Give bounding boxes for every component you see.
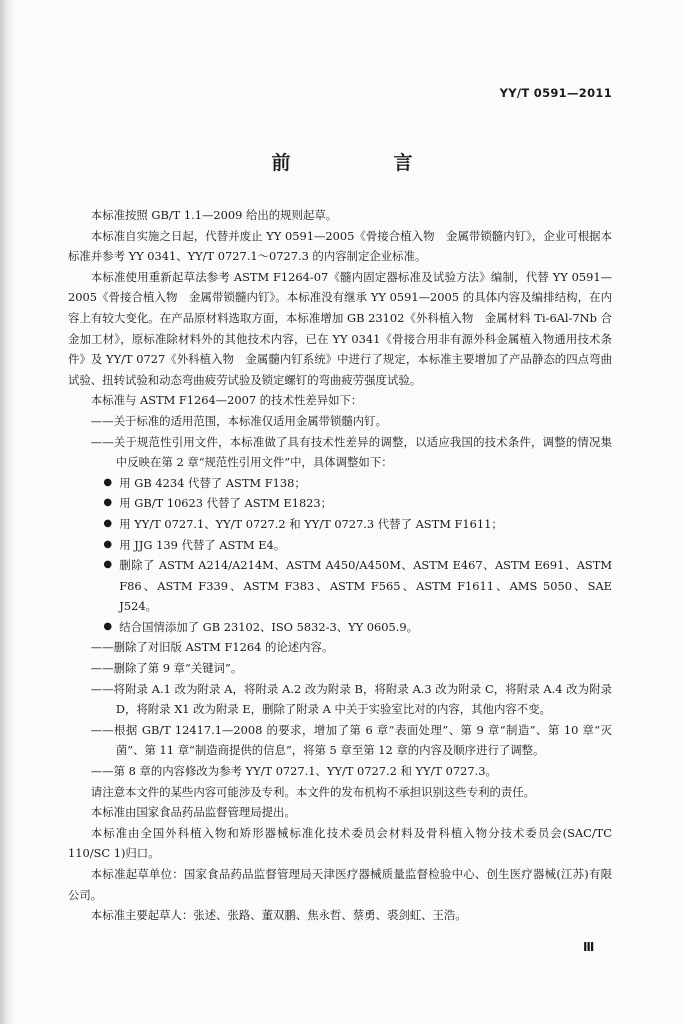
dash-item: ——根据 GB/T 12417.1—2008 的要求，增加了第 6 章“表面处理”、第 9 章“制造”、第 10 章“灭菌”、第 11 章“制造商提供的信息”，将第 5 章至第 12 章的内容及顺序进行了调整。	[90, 722, 612, 758]
dash-item: ——第 8 章的内容修改为参考 YY/T 0727.1、YY/T 0727.2 和 YY/T 0727.3。	[90, 764, 497, 779]
standard-number: YY/T 0591—2011	[499, 86, 612, 100]
foreword-body	[68, 205, 612, 926]
bullet-icon: ●	[103, 476, 113, 488]
list-item	[103, 555, 612, 617]
list-item	[103, 514, 612, 535]
list-item-text: 结合国情添加了 GB 23102、ISO 5832-3、YY 0605.9。	[119, 619, 418, 634]
dash-item: ——删除了对旧版 ASTM F1264 的论述内容。	[90, 640, 334, 655]
dash-item: ——关于规范性引用文件，本标准做了具有技术性差异的调整，以适应我国的技术条件，调整的情况集中反映在第 2 章“规范性引用文件”中，具体调整如下：	[90, 434, 612, 470]
bullet-icon: ●	[103, 497, 113, 509]
list-item	[103, 473, 612, 494]
dash-item: ——关于标准的适用范围，本标准仅适用金属带锁髓内钉。	[90, 413, 387, 428]
list-item-text: 用 JJG 139 代替了 ASTM E4。	[119, 537, 286, 552]
dash-item: ——删除了第 9 章“关键词”。	[90, 661, 243, 676]
list-item-text: 用 GB/T 10623 代替了 ASTM E1823；	[119, 496, 333, 511]
list-item-text: 用 YY/T 0727.1、YY/T 0727.2 和 YY/T 0727.3 代替了 ASTM F1611；	[119, 516, 503, 531]
bullet-icon: ●	[103, 517, 113, 529]
paragraph: 本标准自实施之日起，代替并废止 YY 0591—2005《骨接合植入物 金属带锁髓内钉》，企业可根据本标准并参考 YY 0341、YY/T 0727.1～0727.3 的内容制定企业标准。	[68, 228, 612, 264]
bullet-icon: ●	[103, 559, 113, 571]
bullet-list	[68, 473, 612, 638]
list-item-text: 删除了 ASTM A214/A214M、ASTM A450/A450M、ASTM E467、ASTM E691、ASTM F86、ASTM F339、ASTM F383、ASTM F565、ASTM F1611、AMS 5050、SAE J524。	[119, 558, 612, 614]
paragraph: 本标准使用重新起草法参考 ASTM F1264-07《髓内固定器标准及试验方法》编制，代替 YY 0591—2005《骨接合植入物 金属带锁髓内钉》。本标准没有继承 YY 0591—2005 的具体内容及编排结构，在内容上有较大变化。在产品原材料选取方面，本标准增加 GB 23102《外科植入物 金属材料 Ti-6Al-7Nb 合金加工材》，原标准除材料外的其他技术内容，已在 YY 0341《骨接合用非有源外科金属植入物通用技术条件》及 YY/T 0727《外科植入物 金属髓内钉系统》中进行了规定，本标准主要增加了产品静态的四点弯曲试验、扭转试验和动态弯曲疲劳试验及锁定螺钉的弯曲疲劳强度试验。	[68, 269, 612, 387]
list-item	[103, 617, 612, 638]
paragraph: 本标准按照 GB/T 1.1—2009 给出的规则起草。	[90, 208, 338, 222]
bullet-icon: ●	[103, 620, 113, 632]
paragraph: 本标准主要起草人：张述、张路、董双鹏、焦永哲、蔡勇、裘剑虹、王浩。	[90, 908, 467, 923]
dash-item: ——将附录 A.1 改为附录 A，将附录 A.2 改为附录 B，将附录 A.3 改为附录 C，将附录 A.4 改为附录 D，将附录 X1 改为附录 E，删除了附录 A 中关于实验室比对的内容，其他内容不变。	[90, 681, 612, 717]
bullet-icon: ●	[103, 538, 113, 550]
paragraph: 本标准与 ASTM F1264—2007 的技术性差异如下：	[90, 393, 363, 408]
paragraph: 本标准由国家食品药品监督管理局提出。	[90, 805, 296, 820]
page-title: 前 言	[271, 152, 455, 174]
list-item-text: 用 GB 4234 代替了 ASTM F138；	[119, 475, 306, 490]
paragraph: 请注意本文件的某些内容可能涉及专利。本文件的发布机构不承担识别这些专利的责任。	[90, 784, 536, 799]
page-number: Ⅲ	[583, 940, 595, 954]
list-item	[103, 535, 612, 556]
list-item	[103, 493, 612, 514]
paragraph: 本标准起草单位：国家食品药品监督管理局天津医疗器械质量监督检验中心、创生医疗器械(江苏)有限公司。	[68, 867, 612, 902]
paragraph: 本标准由全国外科植入物和矫形器械标准化技术委员会材料及骨科植入物分技术委员会(SAC/TC 110/SC 1)归口。	[68, 825, 612, 861]
